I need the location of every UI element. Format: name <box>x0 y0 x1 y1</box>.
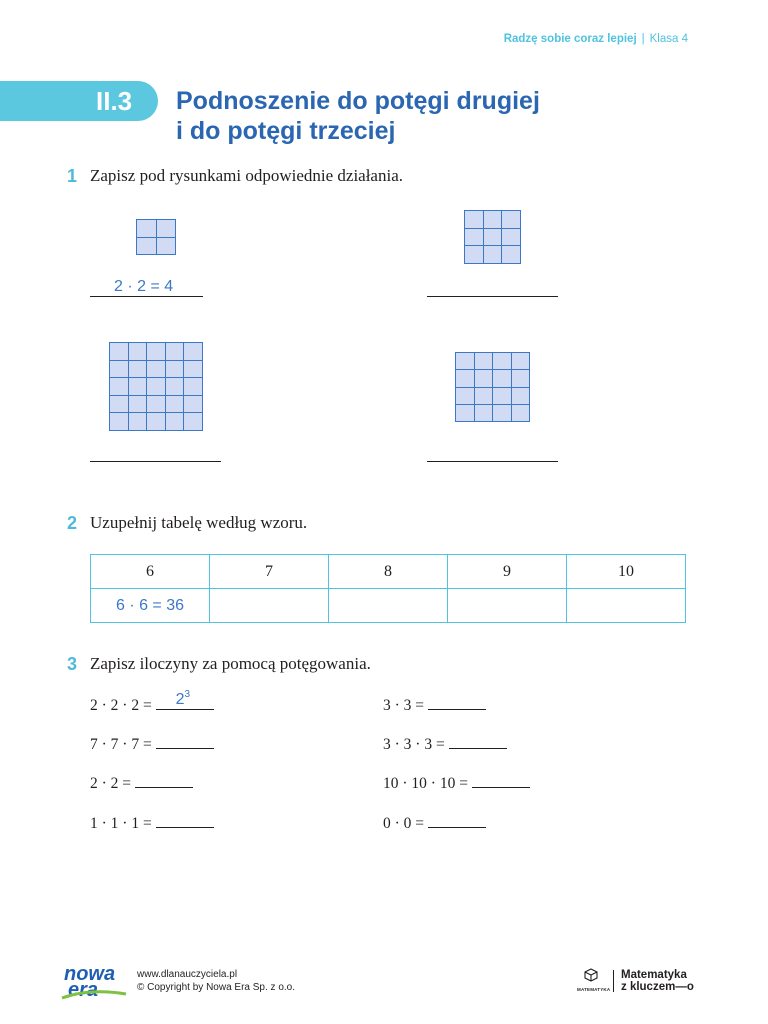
grid-cell <box>184 413 202 430</box>
grid-cell <box>465 211 483 228</box>
answer-blank[interactable] <box>428 813 486 828</box>
expression-text: 2 · 2 = <box>90 775 132 792</box>
answer-line-3[interactable] <box>90 460 221 462</box>
grid-cell <box>502 246 520 263</box>
expression-text: 10 · 10 · 10 = <box>383 775 468 792</box>
grid-cell <box>184 396 202 413</box>
expression-left-3 <box>90 773 193 793</box>
expression-right-3 <box>383 773 530 793</box>
grid-cell <box>502 229 520 246</box>
answer-blank[interactable] <box>472 773 530 788</box>
table-answer-cell[interactable] <box>329 589 448 623</box>
grid-cell <box>184 343 202 360</box>
task-3-instruction: Zapisz iloczyny za pomocą potęgowania. <box>90 654 371 673</box>
grid-cell <box>502 211 520 228</box>
grid-cell <box>110 343 128 360</box>
expression-left-1 <box>90 689 214 715</box>
grid-cell <box>129 361 147 378</box>
table-example-cell: 6 · 6 = 36 <box>91 589 210 623</box>
task-3-number: 3 <box>67 654 78 674</box>
table-answer-cell[interactable] <box>567 589 686 623</box>
square-grid-5x5 <box>109 342 203 431</box>
page-title <box>176 86 540 146</box>
grid-cell <box>475 388 493 404</box>
answer-line-1[interactable] <box>90 295 203 297</box>
grid-cell <box>157 238 176 255</box>
answer-blank[interactable] <box>135 773 193 788</box>
grid-cell <box>137 220 156 237</box>
grid-cell <box>493 353 511 369</box>
table-header-cell: 8 <box>329 555 448 589</box>
expression-right-1 <box>383 695 486 715</box>
grid-cell <box>484 246 502 263</box>
expression-text: 7 · 7 · 7 = <box>90 736 152 753</box>
grid-cell <box>110 396 128 413</box>
grid-cell <box>147 378 165 395</box>
grid-cell <box>493 405 511 421</box>
grid-cell <box>465 246 483 263</box>
matematyka-z-kluczem-logo: Matematyka z kluczem—o <box>621 969 694 993</box>
grid-cell <box>166 413 184 430</box>
square-grid-4x4 <box>455 352 530 422</box>
page-header: Radzę sobie coraz lepiej | Klasa 4 <box>503 33 688 45</box>
brand-divider <box>613 970 614 992</box>
table-answer-row <box>91 589 686 623</box>
answer-line-2[interactable] <box>427 295 558 297</box>
grid-cell <box>129 343 147 360</box>
grid-cell <box>147 413 165 430</box>
grid-cell <box>456 405 474 421</box>
logo-swoosh <box>60 990 130 1000</box>
table-header-cell: 10 <box>567 555 686 589</box>
square-grid-3x3 <box>464 210 521 264</box>
expression-right-2 <box>383 734 507 754</box>
title-line-1: Podnoszenie do potęgi drugiej <box>176 87 540 115</box>
grid-cell <box>512 388 530 404</box>
answer-line-4[interactable] <box>427 460 558 462</box>
nowa-era-logo: nowa era <box>64 966 115 998</box>
answer-blank[interactable] <box>156 813 214 828</box>
cube-icon <box>584 968 598 982</box>
grid-cell <box>493 370 511 386</box>
task-1-instruction: Zapisz pod rysunkami odpowiednie działania. <box>90 166 403 185</box>
grid-cell <box>129 396 147 413</box>
section-tab <box>0 81 158 121</box>
footer-copyright: © Copyright by Nowa Era Sp. z o.o. <box>137 982 295 993</box>
grid-cell <box>137 238 156 255</box>
expression-text: 1 · 1 · 1 = <box>90 815 152 832</box>
grid-cell <box>484 211 502 228</box>
grid-cell <box>475 370 493 386</box>
grid-cell <box>129 378 147 395</box>
footer-url[interactable]: www.dlanauczyciela.pl <box>137 969 238 980</box>
grid-cell <box>456 353 474 369</box>
key-icon: —o <box>675 981 694 993</box>
square-grid-2x2 <box>136 219 176 255</box>
grid-cell <box>110 413 128 430</box>
task-1-number: 1 <box>67 166 78 186</box>
example-answer: 2 · 2 = 4 <box>114 278 174 295</box>
grid-cell <box>484 229 502 246</box>
expression-text: 3 · 3 · 3 = <box>383 736 445 753</box>
expression-left-4 <box>90 813 214 833</box>
expression-left-2 <box>90 734 214 754</box>
grid-cell <box>110 361 128 378</box>
matematyka-brand <box>577 968 611 992</box>
grid-cell <box>157 220 176 237</box>
answer-blank[interactable] <box>156 689 214 710</box>
grid-cell <box>475 405 493 421</box>
table-answer-cell[interactable] <box>448 589 567 623</box>
grid-cell <box>166 343 184 360</box>
grid-cell <box>184 361 202 378</box>
section-number: II.3 <box>96 86 133 116</box>
grid-cell <box>147 361 165 378</box>
grade-label: Klasa 4 <box>649 33 688 45</box>
table-header-cell: 6 <box>91 555 210 589</box>
grid-cell <box>166 378 184 395</box>
brand-small-text: MATEMATYKA <box>577 987 611 992</box>
grid-cell <box>512 405 530 421</box>
grid-cell <box>512 370 530 386</box>
task-2-instruction: Uzupełnij tabelę według wzoru. <box>90 513 308 532</box>
expression-right-4 <box>383 813 486 833</box>
expression-text: 2 · 2 · 2 = <box>90 697 152 714</box>
title-line-2: i do potęgi trzeciej <box>176 117 396 145</box>
example-power: $2^3$ <box>175 689 191 708</box>
footer-text <box>137 968 295 994</box>
expression-text: 0 · 0 = <box>383 815 425 832</box>
grid-cell <box>465 229 483 246</box>
grid-cell <box>184 378 202 395</box>
answer-blank[interactable] <box>449 734 507 749</box>
grid-cell <box>456 388 474 404</box>
answer-blank[interactable] <box>156 734 214 749</box>
grid-cell <box>147 396 165 413</box>
grid-cell <box>166 396 184 413</box>
exercise-table <box>90 554 686 623</box>
table-header-cell: 9 <box>448 555 567 589</box>
table-header-cell: 7 <box>210 555 329 589</box>
expression-text: 3 · 3 = <box>383 697 425 714</box>
table-header-row <box>91 555 686 589</box>
grid-cell <box>166 361 184 378</box>
series-name: Radzę sobie coraz lepiej <box>503 33 637 45</box>
grid-cell <box>129 413 147 430</box>
grid-cell <box>512 353 530 369</box>
grid-cell <box>493 388 511 404</box>
task-2-number: 2 <box>67 513 78 533</box>
grid-cell <box>110 378 128 395</box>
table-answer-cell[interactable] <box>210 589 329 623</box>
grid-cell <box>475 353 493 369</box>
grid-cell <box>456 370 474 386</box>
grid-cell <box>147 343 165 360</box>
answer-blank[interactable] <box>428 695 486 710</box>
